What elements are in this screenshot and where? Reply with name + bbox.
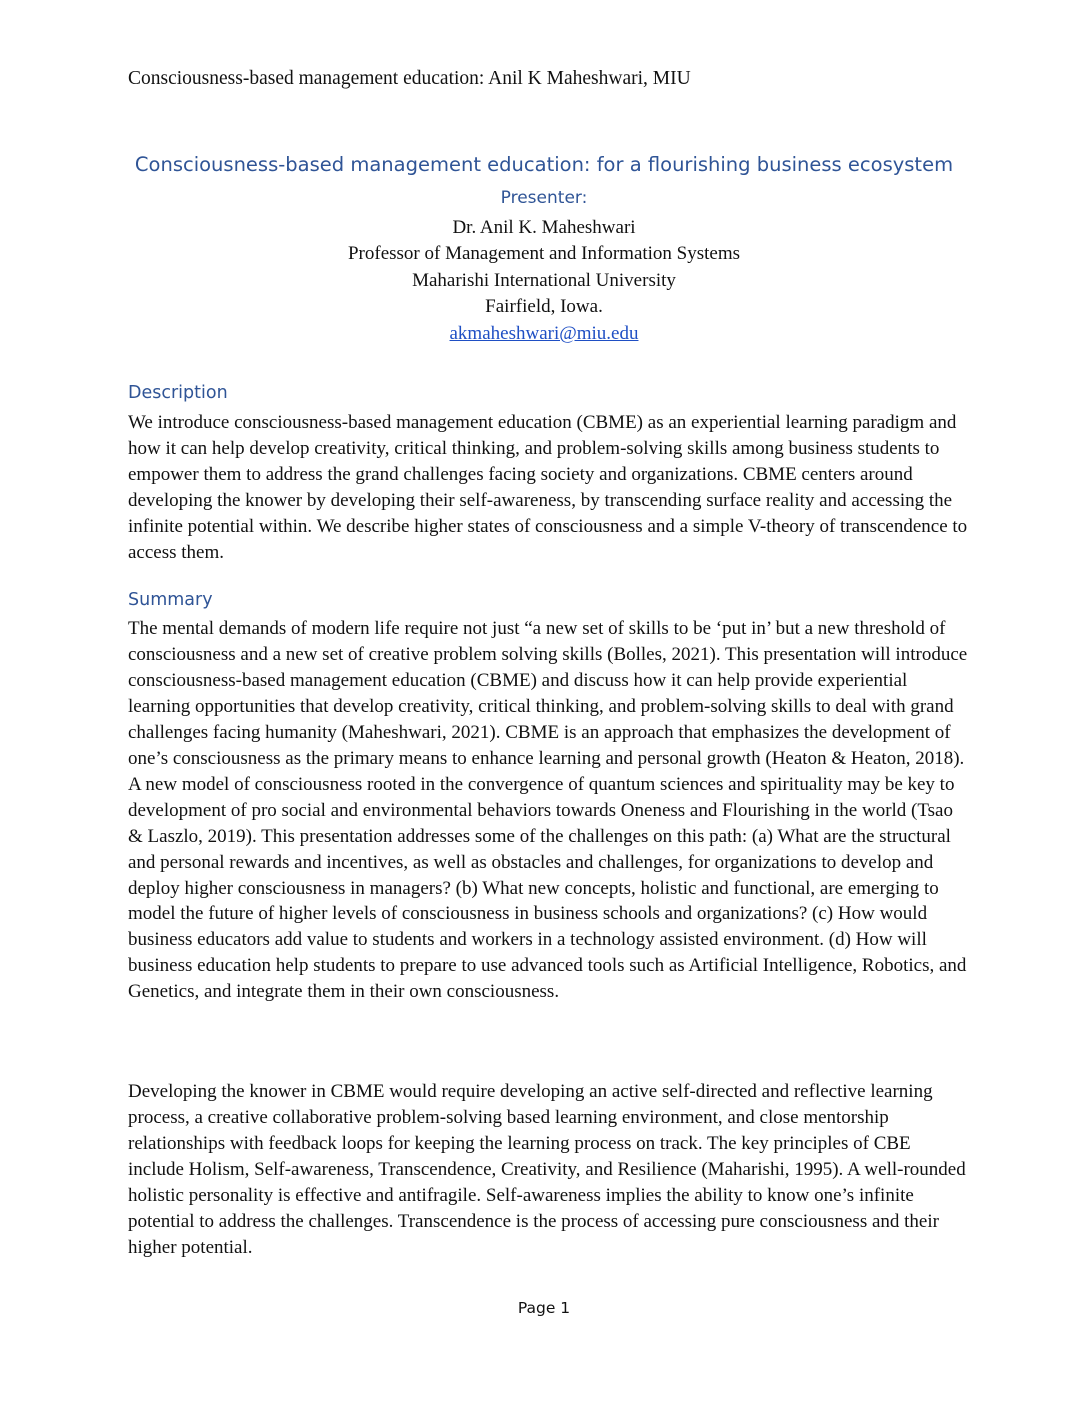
presenter-email-link[interactable]: akmaheshwari@miu.edu xyxy=(449,322,639,344)
presenter-location: Fairfield, Iowa. xyxy=(485,296,603,318)
presenter-position: Professor of Management and Information Systems xyxy=(347,243,741,265)
description-paragraph: We introduce consciousness-based management education (CBME) as an experiential learning paradigm and how it can help develop creativity, critical thinking, and problem-solving skills among business students to empower them to address the grand challenges facing society and organizations. CBME centers around developing the knower by developing their self-awareness, by transcending surface reality and accessing the infinite potential within. We describe higher states of consciousness and a simple V-theory of transcendence to access them. xyxy=(128,412,968,563)
running-header: Consciousness-based management education: Anil K Maheshwari, MIU xyxy=(128,68,691,89)
document-title: Consciousness-based management education: for a flourishing business ecosystem xyxy=(134,153,954,176)
presenter-label: Presenter: xyxy=(500,188,588,208)
summary-heading: Summary xyxy=(128,590,213,610)
presenter-info xyxy=(0,215,1088,347)
summary-paragraph-2: Developing the knower in CBME would require developing an active self-directed and reflective learning process, a creative collaborative problem-solving based learning environment, and close mentorship relationships with feedback loops for keeping the learning process on track. The key principles of CBE include Holism, Self-awareness, Transcendence, Creativity, and Resilience (Maharishi, 1995). A well-rounded holistic personality is effective and antifragile. Self-awareness implies the ability to know one’s infinite potential to address the challenges. Transcendence is the process of accessing pure consciousness and their higher potential. xyxy=(128,1081,966,1258)
page-number: Page 1 xyxy=(517,1299,571,1317)
description-heading: Description xyxy=(128,383,228,403)
presenter-name: Dr. Anil K. Maheshwari xyxy=(452,217,636,238)
summary-paragraph-1: The mental demands of modern life require not just “a new set of skills to be ‘put in’ but a new threshold of consciousness and a new set of creative problem solving skills (Bolles, 2021). This presentation will introduce consciousness-based management education (CBME) and discuss how it can help provide experiential learning opportunities that develop creativity, critical thinking, and problem-solving skills to deal with grand challenges facing humanity (Maheshwari, 2021). CBME is an approach that emphasizes the development of one’s consciousness as the primary means to enhance learning and personal growth (Heaton & Heaton, 2018). A new model of consciousness rooted in the convergence of quantum sciences and spirituality may be key to development of pro social and environmental behaviors towards Oneness and Flourishing in the world (Tsao & Laszlo, 2019). This presentation addresses some of the challenges on this path: (a) What are the structural and personal rewards and incentives, as well as obstacles and challenges, for organizations to develop and deploy higher consciousness in managers? (b) What new concepts, holistic and functional, are emerging to model the future of higher levels of consciousness in business schools and organizations? (c) How would business educators add value to students and workers in a technology assisted environment. (d) How will business education help students to prepare to use advanced tools such as Artificial Intelligence, Robotics, and Genetics, and integrate them in their own consciousness. xyxy=(128,618,968,1003)
presenter-institution: Maharishi International University xyxy=(412,269,676,291)
